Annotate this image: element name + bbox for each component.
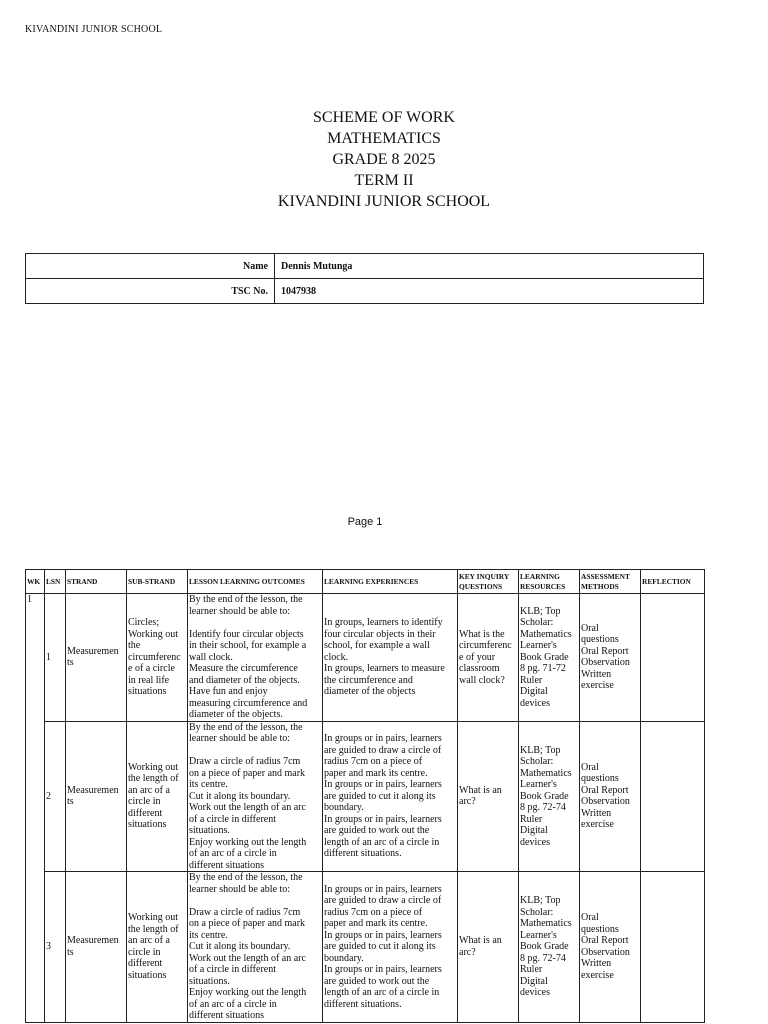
outcomes-line: Work out the length of an arc <box>189 802 306 813</box>
reflection-cell <box>641 721 705 872</box>
outcomes-line: and diameter of the objects. <box>189 674 300 686</box>
resources-line: Scholar: <box>520 906 554 918</box>
inquiry-line: wall clock? <box>459 674 505 686</box>
outcomes-line: wall clock. <box>189 651 233 663</box>
experiences-line: radius 7cm on a piece of <box>324 906 423 918</box>
outcomes-line: diameter of the objects. <box>189 709 283 720</box>
inquiry-line: arc? <box>459 796 476 808</box>
resources-line: devices <box>520 697 550 709</box>
assessment-line: Oral <box>581 912 599 924</box>
outcomes-line: Have fun and enjoy <box>189 686 268 697</box>
outcomes-cell <box>188 721 323 872</box>
header-inquiry-line: KEY INQUIRY <box>459 571 510 581</box>
resources-line: Scholar: <box>520 617 554 628</box>
reflection-cell <box>641 872 705 1023</box>
tsc-label: TSC No. <box>26 279 275 304</box>
outcomes-line: learner should be able to: <box>189 733 291 744</box>
scheme-of-work-table <box>25 569 705 1023</box>
experiences-cell <box>323 594 458 722</box>
resources-line: Learner's <box>520 640 557 651</box>
inquiry-cell <box>458 594 519 722</box>
page-number: Page 1 <box>347 516 383 528</box>
header-lsn: LSN <box>45 570 66 594</box>
substrand-cell <box>127 594 188 722</box>
strand-cell <box>66 872 127 1023</box>
experiences-line: paper and mark its centre. <box>324 918 428 929</box>
experiences-line: four circular objects in their <box>324 628 436 640</box>
experiences-line: In groups or in pairs, learners <box>324 964 442 975</box>
resources-line: KLB; Top <box>520 744 561 756</box>
outcomes-line: its centre. <box>189 779 228 790</box>
resources-cell <box>519 872 580 1023</box>
substrand-line: situations <box>128 819 167 831</box>
experiences-line: radius 7cm on a piece of <box>324 756 423 767</box>
inquiry-line: circumferenc <box>459 640 512 651</box>
name-label: Name <box>26 254 275 279</box>
resources-line: KLB; Top <box>520 895 561 906</box>
substrand-line: an arc of a <box>128 784 170 796</box>
outcomes-line: Measure the circumference <box>189 663 298 674</box>
assessment-line: questions <box>581 773 619 785</box>
table-row <box>26 721 705 872</box>
resources-line: Book Grade <box>520 651 569 663</box>
assessment-line: Oral <box>581 761 599 773</box>
resources-line: Scholar: <box>520 756 554 767</box>
assessment-line: Oral Report <box>581 935 629 947</box>
outcomes-line: Draw a circle of radius 7cm <box>189 756 301 767</box>
substrand-line: circumferenc <box>128 651 181 663</box>
experiences-line: the circumference and <box>324 674 413 686</box>
outcomes-line: Cut it along its boundary. <box>189 790 291 802</box>
inquiry-line: What is the <box>459 628 505 640</box>
resources-line: Mathematics <box>520 767 572 779</box>
assessment-cell <box>580 872 641 1023</box>
substrand-line: situations <box>128 686 167 697</box>
lesson-number-cell: 3 <box>45 872 66 1023</box>
resources-line: Learner's <box>520 929 557 941</box>
week-cell: 1 <box>26 594 45 1023</box>
assessment-line: Observation <box>581 657 630 669</box>
assessment-cell <box>580 594 641 722</box>
experiences-line: diameter of the objects <box>324 686 416 697</box>
strand-line: Measuremen <box>67 935 119 947</box>
resources-line: Mathematics <box>520 918 572 929</box>
resources-line: Digital <box>520 975 548 987</box>
experiences-line: school, for example a wall <box>324 640 430 651</box>
header-inquiry-line: QUESTIONS <box>459 581 503 591</box>
outcomes-line: of a circle in different <box>189 813 276 825</box>
assessment-line: questions <box>581 634 619 646</box>
strand-cell <box>66 721 127 872</box>
resources-line: Book Grade <box>520 941 569 952</box>
outcomes-line: situations. <box>189 975 230 987</box>
assessment-line: questions <box>581 923 619 935</box>
resources-line: Ruler <box>520 813 543 825</box>
header-experiences: LEARNING EXPERIENCES <box>323 570 458 594</box>
strand-line: ts <box>67 946 74 958</box>
assessment-line: exercise <box>581 969 614 981</box>
outcomes-line: in their school, for example a <box>189 640 307 651</box>
substrand-line: circle in <box>128 946 161 958</box>
experiences-line: are guided to draw a circle of <box>324 895 442 906</box>
assessment-line: Oral Report <box>581 784 629 796</box>
strand-line: Measuremen <box>67 784 119 796</box>
substrand-line: circle in <box>128 796 161 808</box>
experiences-line: In groups or in pairs, learners <box>324 813 442 825</box>
strand-line: ts <box>67 657 74 669</box>
substrand-line: Working out <box>128 912 179 924</box>
outcomes-line: different situations <box>189 859 265 871</box>
experiences-line: length of an arc of a circle in <box>324 987 440 998</box>
experiences-line: In groups or in pairs, learners <box>324 929 442 941</box>
substrand-line: different <box>128 807 163 819</box>
outcomes-line: on a piece of paper and mark <box>189 918 306 929</box>
experiences-cell <box>323 872 458 1023</box>
resources-cell <box>519 721 580 872</box>
outcomes-line: Cut it along its boundary. <box>189 941 291 952</box>
experiences-line: are guided to draw a circle of <box>324 744 442 756</box>
substrand-line: the <box>128 640 141 651</box>
outcomes-line: Draw a circle of radius 7cm <box>189 906 301 918</box>
outcomes-line <box>189 617 321 629</box>
inquiry-line: arc? <box>459 946 476 958</box>
header-resources-line: RESOURCES <box>520 581 566 591</box>
header-resources-line: LEARNING <box>520 571 560 581</box>
substrand-line: Working out <box>128 628 179 640</box>
experiences-line: different situations. <box>324 848 402 859</box>
lesson-number-cell: 2 <box>45 721 66 872</box>
substrand-line: in real life <box>128 674 170 686</box>
outcomes-line: of an arc of a circle in <box>189 848 277 859</box>
assessment-line: exercise <box>581 819 614 831</box>
assessment-line: Written <box>581 807 612 819</box>
substrand-line: e of a circle <box>128 663 175 674</box>
title-line: MATHEMATICS <box>327 130 441 147</box>
experiences-line: length of an arc of a circle in <box>324 836 440 848</box>
experiences-line: In groups, learners to measure <box>324 663 445 674</box>
outcomes-line <box>189 895 321 907</box>
outcomes-line: Work out the length of an arc <box>189 952 306 964</box>
reflection-cell <box>641 594 705 722</box>
experiences-line: clock. <box>324 651 349 663</box>
outcomes-line <box>189 745 321 757</box>
outcomes-line: situations. <box>189 825 230 836</box>
outcomes-line: Enjoy working out the length <box>189 836 307 848</box>
assessment-line: Oral <box>581 622 599 634</box>
header-wk: WK <box>26 570 45 594</box>
header-assessment-line: ASSESSMENT <box>581 571 630 581</box>
title-line: KIVANDINI JUNIOR SCHOOL <box>277 193 491 210</box>
substrand-line: the length of <box>128 923 179 935</box>
strand-line: ts <box>67 796 74 808</box>
outcomes-line: on a piece of paper and mark <box>189 767 306 779</box>
resources-line: Mathematics <box>520 628 572 640</box>
resources-line: Ruler <box>520 674 543 686</box>
resources-line: 8 pg. 71-72 <box>520 663 566 674</box>
experiences-line: are guided to work out the <box>324 825 430 836</box>
assessment-line: Written <box>581 668 612 680</box>
assessment-line: Observation <box>581 796 630 808</box>
substrand-line: an arc of a <box>128 935 170 947</box>
header-assessment <box>580 570 641 594</box>
header-substrand: SUB-STRAND <box>127 570 188 594</box>
resources-line: devices <box>520 836 550 848</box>
title-line: SCHEME OF WORK <box>313 109 455 126</box>
resources-line: 8 pg. 72-74 <box>520 802 566 813</box>
experiences-cell <box>323 721 458 872</box>
experiences-line: boundary. <box>324 802 364 813</box>
strand-line: Measuremen <box>67 645 119 657</box>
inquiry-line: What is an <box>459 935 502 947</box>
substrand-line: Circles; <box>128 617 160 628</box>
title-line: TERM II <box>354 172 414 189</box>
teacher-info-table <box>25 253 704 304</box>
inquiry-line: classroom <box>459 663 500 674</box>
tsc-row <box>26 279 704 304</box>
header-assessment-line: METHODS <box>581 581 619 591</box>
header-inquiry <box>458 570 519 594</box>
assessment-line: exercise <box>581 680 614 692</box>
outcomes-line: its centre. <box>189 929 228 941</box>
experiences-line: paper and mark its centre. <box>324 767 428 779</box>
outcomes-line: different situations <box>189 1010 265 1021</box>
resources-line: Digital <box>520 686 548 697</box>
resources-cell <box>519 594 580 722</box>
assessment-line: Oral Report <box>581 645 629 657</box>
substrand-line: Working out <box>128 761 179 773</box>
outcomes-line: learner should be able to: <box>189 883 291 895</box>
outcomes-cell <box>188 594 323 722</box>
experiences-line: are guided to cut it along its <box>324 941 436 952</box>
substrand-cell <box>127 721 188 872</box>
outcomes-cell <box>188 872 323 1023</box>
outcomes-line: of an arc of a circle in <box>189 998 277 1010</box>
header-row <box>26 570 705 594</box>
outcomes-line: learner should be able to: <box>189 605 291 617</box>
inquiry-line: What is an <box>459 784 502 796</box>
outcomes-line: measuring circumference and <box>189 697 308 709</box>
outcomes-line: Enjoy working out the length <box>189 987 307 998</box>
substrand-line: the length of <box>128 773 179 785</box>
resources-line: KLB; Top <box>520 605 561 617</box>
outcomes-line: By the end of the lesson, the <box>189 872 303 883</box>
table-row <box>26 594 705 722</box>
inquiry-line: e of your <box>459 651 496 663</box>
table-row <box>26 872 705 1023</box>
lesson-number-cell: 1 <box>45 594 66 722</box>
document-title <box>0 107 768 212</box>
assessment-line: Written <box>581 958 612 970</box>
strand-cell <box>66 594 127 722</box>
resources-line: Learner's <box>520 779 557 790</box>
inquiry-cell <box>458 872 519 1023</box>
outcomes-line: Identify four circular objects <box>189 628 304 640</box>
title-line: GRADE 8 2025 <box>332 151 436 168</box>
name-row <box>26 254 704 279</box>
inquiry-cell <box>458 721 519 872</box>
resources-line: Ruler <box>520 964 543 975</box>
outcomes-line: By the end of the lesson, the <box>189 721 303 733</box>
experiences-line: are guided to cut it along its <box>324 790 436 802</box>
experiences-line: are guided to work out the <box>324 975 430 987</box>
experiences-line: different situations. <box>324 998 402 1010</box>
resources-line: Digital <box>520 825 548 836</box>
substrand-line: situations <box>128 969 167 981</box>
substrand-line: different <box>128 958 163 970</box>
assessment-cell <box>580 721 641 872</box>
resources-line: 8 pg. 72-74 <box>520 952 566 964</box>
header-outcomes: LESSON LEARNING OUTCOMES <box>188 570 323 594</box>
name-value: Dennis Mutunga <box>275 254 704 279</box>
tsc-value: 1047938 <box>275 279 704 304</box>
experiences-line: In groups, learners to identify <box>324 617 443 628</box>
header-strand: STRAND <box>66 570 127 594</box>
resources-line: Book Grade <box>520 790 569 802</box>
header-reflection: REFLECTION <box>641 570 705 594</box>
header-resources <box>519 570 580 594</box>
scheme-body <box>26 594 705 1023</box>
experiences-line: In groups or in pairs, learners <box>324 883 442 895</box>
school-header: KIVANDINI JUNIOR SCHOOL <box>25 24 163 35</box>
outcomes-line: By the end of the lesson, the <box>189 594 303 605</box>
experiences-line: In groups or in pairs, learners <box>324 779 442 790</box>
assessment-line: Observation <box>581 946 630 958</box>
experiences-line: boundary. <box>324 952 364 964</box>
outcomes-line: of a circle in different <box>189 964 276 975</box>
experiences-line: In groups or in pairs, learners <box>324 733 442 744</box>
resources-line: devices <box>520 987 550 998</box>
substrand-cell <box>127 872 188 1023</box>
